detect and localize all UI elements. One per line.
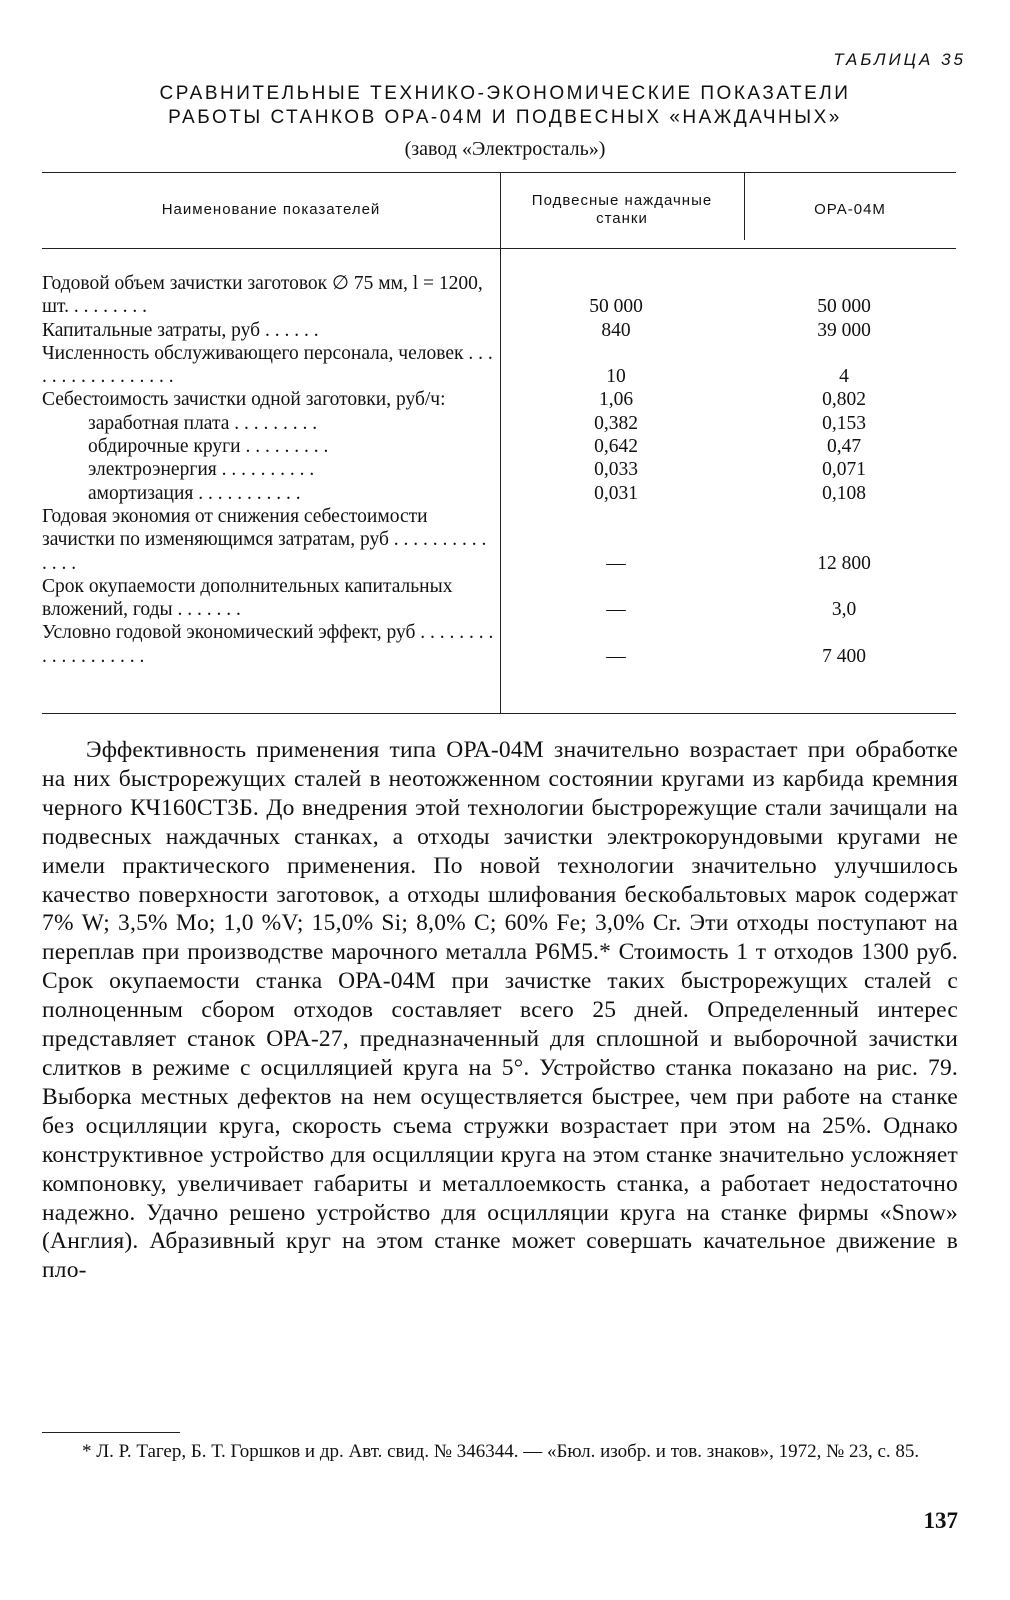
- table-cell-hanging-grinders: 0,031: [594, 482, 638, 504]
- table-cell-indicator: электроэнергия . . . . . . . . . .: [88, 459, 315, 481]
- table-header-rule: [42, 248, 956, 249]
- body-paragraph: Эффективность применения типа ОРА-04М значительно возрастает при обработке на них быстрорежущих сталей в неотожженном состоянии кругами из карбида кремния черного КЧ160СТ3Б. До внедрения этой технологии быстрорежущие стали зачищали на подвесных наждачных станках, а отходы зачистки электрокорундовыми кругами не имели практического применения. По новой технологии значительно улучшилось качество поверхности заготовок, а отходы шлифования бескобальтовых марок содержат 7% W; 3,5% Mo; 1,0 %V; 15,0% Si; 8,0% C; 60% Fe; 3,0% Cr. Эти отходы поступают на переплав при производстве марочного металла Р6М5.* Стоимость 1 т отходов 1300 руб. Срок окупаемости станка ОРА-04М при зачистке таких быстрорежущих сталей с полноценным сбором отходов составляет всего 25 дней. Определенный интерес представляет станок ОРА-27, предназначенный для сплошной и выборочной зачистки слитков в режиме с осцилляцией круга на 5°. Устройство станка показано на рис. 79. Выборка местных дефектов на нем осуществляется быстрее, чем при работе на станке без осцилляции круга, скорость съема стружки возрастает при этом на 25%. Однако конструктивное устройство для осцилляции круга на этом станке значительно усложняет компоновку, увеличивает габариты и металлоемкость станка, а работает недостаточно надежно. Удачно решено устройство для осцилляции круга на станке фирмы «Snow» (Англия). Абразивный круг на этом станке может совершать качательное движение в пло-: [42, 737, 958, 1284]
- table-cell-ora04m: 4: [839, 366, 849, 388]
- table-row: [42, 505, 956, 575]
- table-cell-ora04m: 0,071: [822, 459, 866, 481]
- table-cell-hanging-grinders: 840: [601, 319, 631, 341]
- table-cell-ora04m: 0,802: [822, 389, 866, 411]
- table-cell-hanging-grinders: 1,06: [598, 389, 634, 411]
- table-row: [42, 482, 956, 505]
- table-subtitle: (завод «Электросталь»): [404, 138, 606, 160]
- table-row: [42, 272, 956, 319]
- table-cell-indicator: амортизация . . . . . . . . . . .: [88, 482, 301, 504]
- table-cell-indicator: обдирочные круги . . . . . . . . .: [88, 436, 329, 458]
- table-cell-indicator: Годовой объем зачистки заготовок ∅ 75 мм, l = 1200, шт. . . . . . . . .: [42, 273, 483, 318]
- table-title-line-2: РАБОТЫ СТАНКОВ ОРА-04М И ПОДВЕСНЫХ «НАЖДАЧНЫХ»: [168, 107, 842, 128]
- table-cell-indicator: Капитальные затраты, руб . . . . . .: [42, 319, 319, 341]
- table-bottom-rule: [42, 713, 956, 714]
- table-cell-hanging-grinders: 50 000: [589, 296, 643, 318]
- table-title-line-1: СРАВНИТЕЛЬНЫЕ ТЕХНИКО-ЭКОНОМИЧЕСКИЕ ПОКАЗАТЕЛИ: [159, 83, 851, 104]
- table-cell-indicator: Годовая экономия от снижения себестоимости зачистки по изменяющимся затратам, руб . . . . . . . . . . . . . .: [42, 505, 487, 574]
- table-cell-indicator: Себестоимость зачистки одной заготовки, руб/ч:: [42, 389, 446, 411]
- table-header-col2: ОРА-04М: [814, 201, 886, 218]
- table-cell-hanging-grinders: 10: [606, 366, 626, 388]
- page-number: 137: [923, 1508, 958, 1533]
- table-body: [42, 272, 956, 668]
- table-row: [42, 435, 956, 458]
- table-cell-indicator: Условно годовой экономический эффект, руб . . . . . . . . . . . . . . . . . . .: [42, 622, 494, 667]
- table-row: [42, 342, 956, 389]
- table-cell-indicator: заработная плата . . . . . . . . .: [88, 412, 318, 434]
- table-cell-ora04m: 12 800: [817, 552, 871, 574]
- comparison-table: [42, 172, 956, 714]
- footnote: * Л. Р. Тагер, Б. Т. Горшков и др. Авт. свид. № 346344. — «Бюл. изобр. и тов. знаков», 1972, № 23, с. 85.: [82, 1441, 920, 1462]
- table-cell-ora04m: 7 400: [822, 645, 866, 667]
- table-cell-ora04m: 0,153: [822, 412, 866, 434]
- table-cell-hanging-grinders: —: [606, 552, 626, 574]
- table-header-col1: Подвесные наждачные станки: [531, 192, 713, 227]
- table-cell-ora04m: 3,0: [831, 599, 857, 621]
- table-row: [42, 388, 956, 411]
- table-cell-ora04m: 50 000: [817, 296, 871, 318]
- table-row: [42, 319, 956, 342]
- table-row: [42, 575, 956, 622]
- table-cell-ora04m: 0,108: [822, 482, 866, 504]
- table-row: [42, 458, 956, 481]
- table-cell-indicator: Численность обслуживающего персонала, человек . . . . . . . . . . . . . . . . .: [42, 342, 493, 388]
- table-header-name: Наименование показателей: [161, 201, 381, 218]
- footnote-rule: [42, 1432, 180, 1433]
- table-cell-hanging-grinders: 0,642: [594, 436, 638, 458]
- table-row: [42, 412, 956, 435]
- table-cell-hanging-grinders: 0,033: [594, 459, 638, 481]
- table-cell-ora04m: 39 000: [817, 319, 871, 341]
- table-cell-ora04m: 0,47: [826, 436, 862, 458]
- table-row: [42, 621, 956, 668]
- table-cell-hanging-grinders: —: [606, 645, 626, 667]
- table-number-label: ТАБЛИЦА 35: [833, 50, 966, 69]
- table-cell-indicator: Срок окупаемости дополнительных капитальных вложений, годы . . . . . . .: [42, 575, 453, 621]
- table-cell-hanging-grinders: —: [606, 599, 626, 621]
- table-cell-hanging-grinders: 0,382: [594, 412, 638, 434]
